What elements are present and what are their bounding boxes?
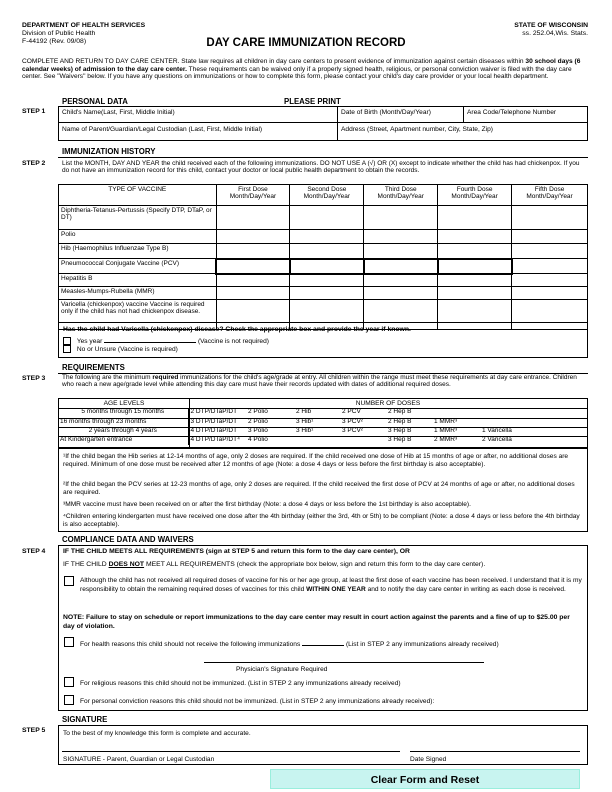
req-dose: 1 MMR³ (434, 427, 458, 434)
req-dose: 2 DTP/DTaP/DT (190, 408, 238, 415)
col-fifth-dose-sub: Month/Day/Year (526, 193, 573, 201)
req-dose: 3 DTP/DTaP/DT (190, 417, 238, 425)
religious-waiver-text: For religious reasons this child should not be immunized. (List in STEP 2 any immunizations already received) (80, 680, 401, 687)
req-dose: 2 Polio (248, 417, 268, 425)
dose-cell[interactable] (364, 206, 438, 230)
division-name: Division of Public Health (22, 29, 96, 37)
req-dose: 3 PCV² (342, 417, 363, 425)
col-first-dose-label: First Dose (238, 186, 268, 193)
dose-cell[interactable] (216, 287, 290, 300)
yes-note: (Vaccine is not required) (197, 338, 269, 345)
dose-cell[interactable] (438, 206, 512, 230)
varicella-question: Has the child had Varicella (chickenpox) disease? Check the appropriate box and provide the year if known. (63, 326, 411, 333)
dose-cell[interactable] (438, 274, 512, 287)
dose-cell[interactable] (364, 230, 438, 244)
dept-name: DEPARTMENT OF HEALTH SERVICES (22, 22, 146, 29)
signature-label: SIGNATURE - Parent, Guardian or Legal Custodian (63, 756, 215, 763)
not-meet-b: MEET ALL REQUIREMENTS (check the appropriate box below, sign and return this form to the day care center). (144, 561, 486, 568)
req-text-bold: required (152, 374, 179, 381)
req-dose: 2 PCV (342, 408, 361, 415)
col-fifth-dose-label: Fifth Dose (534, 186, 565, 193)
req-dose (480, 418, 588, 428)
date-label: Date Signed (410, 756, 447, 763)
table-row (59, 287, 588, 300)
requirements-heading: REQUIREMENTS (62, 363, 125, 372)
dose-cell[interactable] (290, 259, 364, 274)
dose-cell[interactable] (438, 244, 512, 259)
req-dose (480, 408, 588, 418)
dose-cell[interactable] (216, 230, 290, 244)
dose-cell[interactable] (512, 287, 588, 300)
req-dose (294, 436, 340, 445)
col-second-dose (290, 185, 364, 206)
req-age: At Kindergarten entrance (58, 436, 188, 445)
dob-field[interactable]: Date of Birth (Month/Day/Year) (341, 109, 431, 116)
no-label: No or Unsure (Vaccine is required) (76, 345, 178, 353)
req-dose: 3 PCV² (342, 427, 363, 434)
col-number-doses: NUMBER OF DOSES (355, 400, 421, 407)
req-dose: 3 Hib¹ (296, 417, 314, 425)
step-5-label: STEP 5 (22, 727, 46, 734)
col-fifth-dose (512, 185, 588, 206)
req-age: 2 years through 4 years (58, 427, 188, 436)
req-dose: 4 DTP/DTaP/DT⁴ (190, 436, 240, 443)
req-dose (432, 408, 480, 418)
step-4-label: STEP 4 (22, 548, 46, 555)
intro-text (22, 58, 587, 81)
col-second-dose-sub: Month/Day/Year (303, 193, 351, 201)
step-3-label: STEP 3 (22, 375, 46, 382)
dose-cell[interactable] (512, 274, 588, 287)
dose-cell[interactable] (290, 230, 364, 244)
intro-part-2: These requirements can be waived only if a properly signed health, religious, or personal conviction waiver is filed with the day care center. See "Waivers" below. If you have any questions on immunizations or how to complete this form, please contact your child's day care provider or your local health department. (22, 65, 572, 81)
dose-cell[interactable] (290, 287, 364, 300)
table-row (59, 259, 588, 274)
opt1-a: Although the child has not received all required doses of vaccine for his or her age group, at least the first dose of each vaccine has been received. I understand that it is my responsibility to obtain the remaining required doses of vaccines for this child (80, 577, 582, 593)
opt1-bold: WITHIN ONE YEAR (306, 585, 366, 593)
req-dose: 3 Hep B (388, 427, 412, 434)
req-text-b: immunizations for the child's age/grade at entry. All children within the range must meet these requirements at day care entrance. Children who reach a new age/grade level while attending this day care must have their records updated with dates of additional required doses. (62, 374, 577, 389)
date-line[interactable] (410, 751, 580, 752)
personal-data-box (58, 106, 588, 141)
col-first-dose (216, 185, 290, 206)
req-age: 16 months through 23 months (58, 418, 188, 428)
dose-cell[interactable] (290, 244, 364, 259)
violation-note: NOTE: Failure to stay on schedule or report immunizations to the day care center may result in court action against the parents and a fine of up to $25.00 per day of violation. (63, 614, 570, 630)
req-dose: 1 MMR³ (434, 417, 458, 425)
intro-part-1: COMPLETE AND RETURN TO DAY CARE CENTER. State law requires all children in day care centers to present evidence of immunization against certain diseases within (22, 58, 526, 65)
child-name-field[interactable]: Child's Name(Last, First, Middle Initial) (62, 109, 175, 116)
req-dose: 3 Hep B (388, 436, 412, 443)
dose-cell[interactable] (290, 274, 364, 287)
footnote-3: ³MMR vaccine must have been received on or after the first birthday (Note: a dose 4 days or less before the 1st birthday is also acceptable). (63, 501, 471, 508)
signature-heading: SIGNATURE (62, 715, 108, 724)
address-field[interactable]: Address (Street, Apartment number, City, State, Zip) (341, 126, 493, 133)
meets-all: IF THE CHILD MEETS ALL REQUIREMENTS (sign at STEP 5 and return this form to the day care center), OR (63, 548, 410, 555)
dose-cell[interactable] (438, 259, 512, 274)
personal-waiver-checkbox[interactable] (64, 695, 74, 705)
req-dose (340, 436, 386, 445)
col-third-dose-sub: Month/Day/Year (377, 193, 424, 201)
req-dose: 2 Polio (248, 408, 268, 415)
req-dose: 2 Hep B (388, 417, 412, 425)
health-waiver-checkbox[interactable] (64, 637, 74, 647)
footnotes-box (58, 448, 588, 532)
req-dose: 2 Hib (296, 408, 312, 415)
form-number: F-44192 (Rev. 09/08) (22, 37, 87, 45)
col-fourth-dose (438, 185, 512, 206)
no-checkbox[interactable] (63, 345, 71, 353)
table-row (59, 230, 588, 244)
dose-cell[interactable] (216, 259, 290, 274)
dose-cell[interactable] (438, 287, 512, 300)
col-vaccine-header: TYPE OF VACCINE (59, 185, 217, 206)
vaccine-hepb: Hepatitis B (59, 274, 217, 287)
phone-field[interactable]: Area Code/Telephone Number (467, 109, 557, 116)
compliance-heading: COMPLIANCE DATA AND WAIVERS (62, 535, 194, 544)
statute-ref: ss. 252.04,Wis. Stats. (522, 29, 588, 37)
health-a: For health reasons this child should not receive the following immunizations (80, 641, 301, 648)
dose-cell[interactable] (512, 259, 588, 274)
immunizations-input[interactable] (302, 639, 344, 646)
req-dose: 4 Polio (248, 436, 268, 443)
personal-data-heading: PERSONAL DATA (62, 97, 128, 106)
varicella-no-row (63, 345, 178, 353)
footnote-2: ²If the child began the PCV series at 12-23 months of age, only 2 doses are required. If the child received the first dose of PCV at 24 months of age or after, no additional doses are required. (63, 481, 575, 496)
signature-statement: To the best of my knowledge this form is complete and accurate. (63, 730, 251, 737)
req-dose: 2 Hep B (388, 408, 412, 415)
state-header (514, 22, 588, 38)
table-row (58, 427, 588, 436)
req-dose: 2 MMR³ (434, 436, 458, 443)
dose-cell[interactable] (438, 230, 512, 244)
please-print: PLEASE PRINT (284, 97, 341, 106)
parent-name-field[interactable]: Name of Parent/Guardian/Legal Custodian (Last, First, Middle Initial) (62, 126, 263, 133)
vaccine-mmr: Measles-Mumps-Rubella (MMR) (59, 287, 217, 300)
dose-cell[interactable] (364, 244, 438, 259)
dose-cell[interactable] (512, 230, 588, 244)
page-title: DAY CARE IMMUNIZATION RECORD (206, 37, 406, 49)
not-meet-u: DOES NOT (108, 561, 145, 568)
col-third-dose-label: Third Dose (384, 186, 417, 193)
table-row (58, 436, 588, 445)
footnote-4: ⁴Children entering kindergarten must have received one dose after the 4th birthday (either the 3rd, 4th or 5th) to be compliant (Note: a dose 4 days or less before the 4th birthday is also acceptable). (63, 513, 580, 528)
personal-waiver-text: For personal conviction reasons this child should not be immunized. (List in STEP 2 any immunizations already received): (80, 698, 435, 705)
dose-cell[interactable] (216, 206, 290, 230)
not-meet-a: IF THE CHILD (63, 561, 109, 568)
dose-cell[interactable] (364, 274, 438, 287)
req-dose: 1 Varicella (482, 427, 512, 434)
state-name: STATE OF WISCONSIN (514, 22, 588, 29)
immunization-table (58, 184, 588, 330)
provisional-checkbox[interactable] (64, 576, 74, 586)
col-age-levels: AGE LEVELS (103, 400, 145, 407)
vaccine-pcv: Pneumococcal Conjugate Vaccine (PCV) (59, 259, 217, 274)
footnote-1: ¹If the child began the Hib series at 12-14 months of age, only 2 doses are required. If the child received one dose of Hib at 15 months of age or after, no additional doses are required. Minimum of one dose must be received after 12 months of age (Note: a dose 4 days or less before the first birthday is also acceptable). (63, 453, 569, 468)
col-fourth-dose-label: Fourth Dose (456, 186, 493, 193)
dose-cell[interactable] (216, 274, 290, 287)
not-meet (63, 561, 485, 569)
vaccine-dtp: Diphtheria-Tetanus-Pertussis (Specify DTP, DTaP, or DT) (59, 206, 217, 230)
physician-signature-label: Physician's Signature Required (236, 666, 328, 673)
req-dose: 4 DTP/DTaP/DT (190, 427, 238, 434)
dose-cell[interactable] (512, 206, 588, 230)
dose-cell[interactable] (216, 244, 290, 259)
signature-line[interactable] (62, 751, 400, 752)
opt1-b: and to notify the day care center in writing as each dose is received. (365, 585, 566, 593)
col-third-dose (364, 185, 438, 206)
col-second-dose-label: Second Dose (307, 186, 347, 193)
table-row (59, 206, 588, 230)
step-1-label: STEP 1 (22, 108, 46, 115)
dose-cell[interactable] (512, 244, 588, 259)
religious-waiver-checkbox[interactable] (64, 677, 74, 687)
table-row (59, 244, 588, 259)
table-row (58, 418, 588, 428)
history-instructions: List the MONTH, DAY AND YEAR the child received each of the following immunizations. DO NOT USE A (√) OR (X) except to indicate whether the child has had chickenpox. If you do not have an immunization record for this child, contact your doctor or local public health department to obtain the records. (62, 160, 580, 175)
provisional-text (80, 577, 585, 595)
col-fourth-dose-sub: Month/Day/Year (451, 193, 498, 201)
req-dose: 2 Varicella (482, 436, 512, 443)
dose-cell[interactable] (290, 206, 364, 230)
req-dose: 3 Polio (248, 427, 268, 434)
physician-signature-line[interactable] (204, 662, 484, 663)
year-input[interactable] (104, 336, 196, 343)
requirements-rows (58, 408, 588, 445)
requirements-text (62, 374, 586, 389)
vaccine-polio: Polio (59, 230, 217, 244)
table-row (58, 408, 588, 418)
req-age: 5 months through 15 months (58, 408, 188, 418)
col-first-dose-sub: Month/Day/Year (229, 193, 277, 201)
vaccine-hib: Hib (Haemophilus Influenzae Type B) (59, 244, 217, 259)
req-text-a: The following are the minimum (62, 374, 153, 381)
dose-cell[interactable] (364, 259, 438, 274)
dose-cell[interactable] (364, 287, 438, 300)
step-2-label: STEP 2 (22, 160, 46, 167)
req-dose: 3 Hib¹ (296, 427, 314, 434)
table-row (59, 274, 588, 287)
immunization-history-heading: IMMUNIZATION HISTORY (62, 147, 156, 156)
yes-label: Yes year (76, 338, 103, 345)
health-waiver-text (80, 639, 499, 649)
vaccine-varicella: Varicella (chickenpox) vaccine Vaccine is required only if the child has not had chickenpox disease. (59, 300, 217, 330)
clear-form-button[interactable]: Clear Form and Reset (270, 769, 580, 789)
health-b: (List in STEP 2 any immunizations already received) (345, 641, 499, 648)
intro-bold: 30 school days (6 calendar weeks) of admission to the day care center. (22, 58, 581, 73)
